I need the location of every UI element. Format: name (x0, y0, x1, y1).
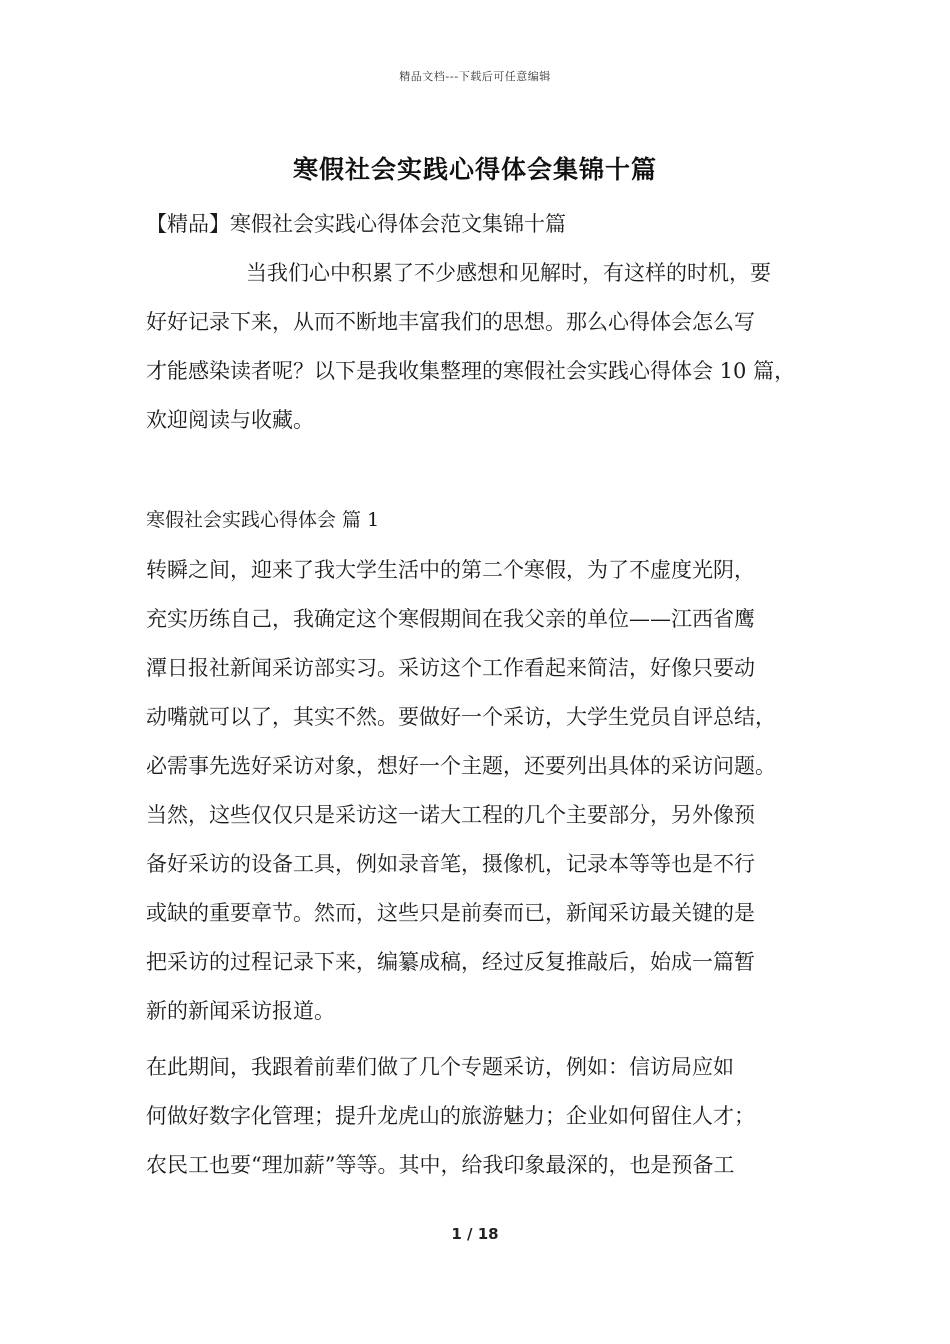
paragraph-line: 或缺的重要章节。然而，这些只是前奏而已，新闻采访最关键的是 (146, 901, 755, 925)
paragraph-line: 动嘴就可以了，其实不然。要做好一个采访，大学生党员自评总结， (146, 705, 776, 729)
intro-line: 才能感染读者呢？以下是我收集整理的寒假社会实践心得体会 10 篇， (146, 359, 796, 383)
paragraph-line: 在此期间，我跟着前辈们做了几个专题采访，例如：信访局应如 (146, 1055, 734, 1079)
paragraph-2 (146, 1043, 826, 1190)
header-note: 精品文档---下载后可任意编辑 (399, 70, 551, 83)
document-title: 寒假社会实践心得体会集锦十篇 (292, 155, 657, 184)
page-indicator: 1 / 18 (451, 1225, 499, 1243)
paragraph-line: 必需事先选好采访对象，想好一个主题，还要列出具体的采访问题。 (146, 754, 776, 778)
paragraph-line: 新的新闻采访报道。 (146, 999, 335, 1023)
paragraph-line: 充实历练自己，我确定这个寒假期间在我父亲的单位——江西省鹰 (146, 607, 755, 631)
intro-line: 当我们心中积累了不少感想和见解时，有这样的时机，要 (246, 261, 771, 285)
intro-paragraph (146, 249, 826, 445)
paragraph-line: 潭日报社新闻采访部实习。采访这个工作看起来简洁，好像只要动 (146, 656, 755, 680)
document-subtitle: 【精品】寒假社会实践心得体会范文集锦十篇 (146, 212, 566, 236)
paragraph-line: 把采访的过程记录下来，编纂成稿，经过反复推敲后，始成一篇暂 (146, 950, 755, 974)
paragraph-line: 何做好数字化管理；提升龙虎山的旅游魅力；企业如何留住人才； (146, 1104, 755, 1128)
paragraph-1 (146, 546, 826, 1036)
paragraph-line: 备好采访的设备工具，例如录音笔，摄像机，记录本等等也是不行 (146, 852, 755, 876)
intro-line: 好好记录下来，从而不断地丰富我们的思想。那么心得体会怎么写 (146, 310, 755, 334)
section-heading: 寒假社会实践心得体会 篇 1 (146, 509, 380, 531)
intro-line: 欢迎阅读与收藏。 (146, 408, 314, 432)
paragraph-line: 当然，这些仅仅只是采访这一诺大工程的几个主要部分，另外像预 (146, 803, 755, 827)
paragraph-line: 农民工也要“理加薪”等等。其中，给我印象最深的，也是预备工 (146, 1153, 735, 1177)
paragraph-line: 转瞬之间，迎来了我大学生活中的第二个寒假，为了不虚度光阴， (146, 558, 755, 582)
